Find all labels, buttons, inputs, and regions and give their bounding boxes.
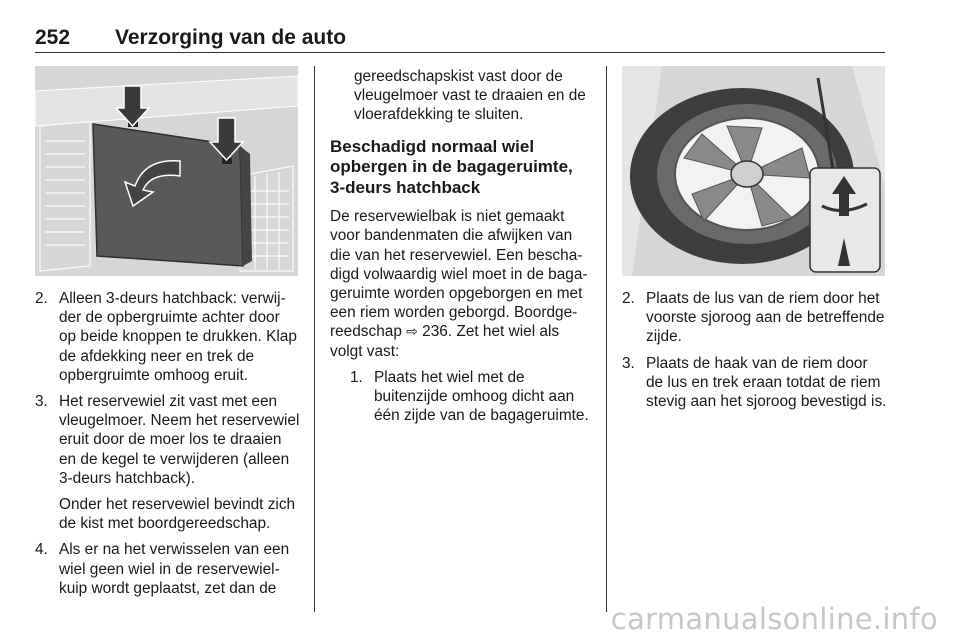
- page-title: Verzorging van de auto: [115, 26, 347, 49]
- figure-cargo-panel: [35, 66, 298, 276]
- list-number: 3.: [622, 354, 635, 372]
- list-text: Het reservewiel zit vast met een vleugelmoer. Neem het reservewiel eruit door de moer los te draaien en de kegel te verwijderen (alleen 3-deurs hatchback).: [59, 393, 300, 487]
- sub-instruction-list: [330, 368, 592, 426]
- list-item: [35, 289, 300, 385]
- list-text: Plaats de lus van de riem door het voorste sjoroog aan de betreffende zijde.: [646, 290, 885, 346]
- note-paragraph: Onder het reservewiel bevindt zich de kist met boordgereedschap.: [59, 496, 296, 533]
- list-item: [35, 540, 300, 598]
- page-number: 252: [35, 26, 71, 49]
- list-item: [35, 392, 300, 488]
- list-text: Plaats het wiel met de buitenzijde omhoog dicht aan één zijde van de bagageruimte.: [374, 368, 589, 425]
- instruction-list-col3: [622, 289, 887, 411]
- instruction-list-col1: [35, 289, 300, 488]
- figure-spare-wheel: [622, 66, 885, 276]
- header-divider: [35, 52, 885, 53]
- cargo-panel-illustration: [35, 66, 298, 276]
- continuation-text: gereedschapskist vast door de vleugelmoer vast te draaien en de vloerafdekking te sluiten.: [354, 68, 586, 124]
- list-text: Alleen 3-deurs hatchback: verwijder de opbergruimte achter door op beide knoppen te drukken. Klap de afdekking neer en trek de opbergruimte omhoog eruit.: [59, 290, 297, 384]
- column-3: [622, 289, 887, 418]
- column-2: [330, 67, 592, 425]
- spare-wheel-illustration: [622, 66, 885, 276]
- list-item: [330, 368, 592, 426]
- list-text: Als er na het verwisselen van een wiel geen wiel in de reservewielkuip wordt geplaatst, zet dan de: [59, 541, 290, 597]
- page-header: [35, 26, 885, 52]
- list-number: 2.: [622, 290, 635, 307]
- page-ref-arrow-icon: ⇨: [406, 323, 418, 340]
- list-number: 4.: [35, 541, 48, 559]
- list-item: [622, 289, 887, 347]
- list-item: [622, 354, 887, 412]
- intro-paragraph: [330, 207, 592, 361]
- list-text: Plaats de haak van de riem door de lus en trek eraan totdat de riem stevig aan het sjoroog bevestigd is.: [646, 354, 887, 411]
- section-heading: Beschadigd normaal wiel opbergen in de bagageruimte, 3-deurs hatchback: [330, 136, 573, 197]
- list-number: 1.: [350, 368, 363, 386]
- list-number: 3.: [35, 393, 48, 411]
- list-number: 2.: [35, 290, 48, 307]
- intro-text: De reservewielbak is niet gemaakt voor bandenmaten die afwijken van die van het reservewiel. Een beschadigd volwaardig wiel moet in de bagageruimte worden opgeborgen en met een riem worden geborgd. Boordgereedschap: [330, 208, 588, 341]
- intro-text-end: . Zet het wiel als volgt vast:: [330, 323, 560, 360]
- column-divider-2: [606, 66, 607, 612]
- column-1: [35, 289, 300, 605]
- column-divider-1: [314, 66, 315, 612]
- page-ref-link[interactable]: 236: [422, 323, 448, 341]
- watermark: carmanualsonline.info: [610, 602, 938, 636]
